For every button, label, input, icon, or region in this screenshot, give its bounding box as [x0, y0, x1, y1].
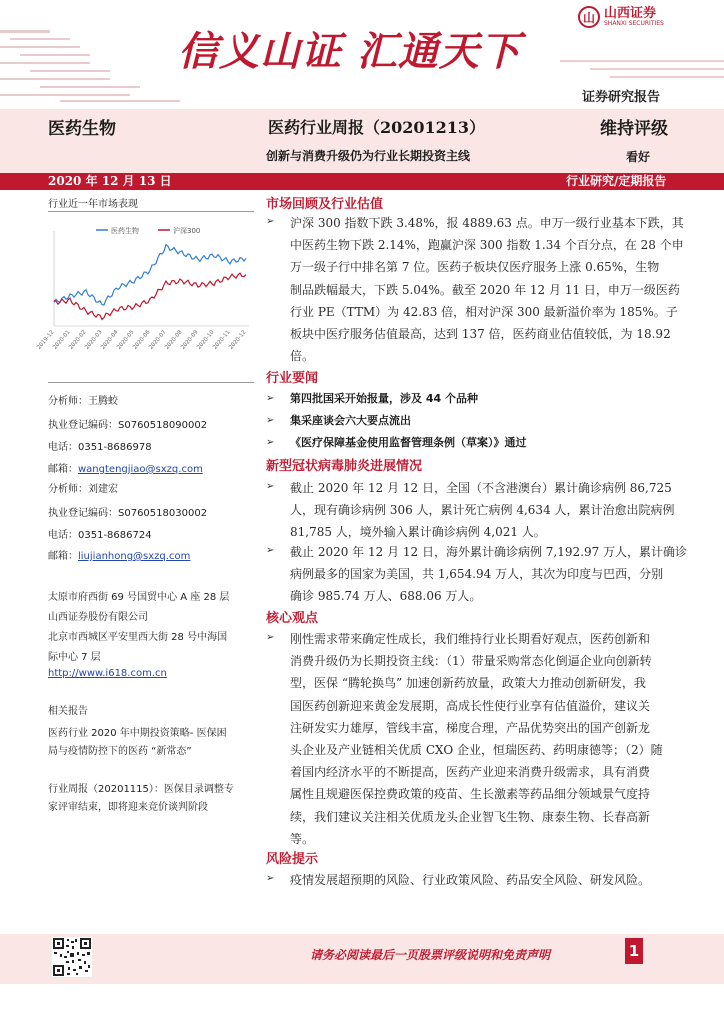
- logo-text: 山西证券: [604, 6, 657, 21]
- analyst-1-email-link[interactable]: wangtengjiao@sxzq.com: [78, 464, 203, 475]
- page-number: 1: [625, 938, 643, 964]
- related-report-2-cont[interactable]: 家评审结束，即将迎来竞价谈判阶段: [48, 802, 208, 813]
- market-review-paragraph: [290, 212, 688, 367]
- x-tick-label: 2020-02: [68, 329, 88, 351]
- news-item: 《医疗保障基金使用监督管理条例（草案）》通过: [290, 436, 527, 449]
- text-line: 行业 PE（TTM）为 42.83 倍，相对沪深 300 最新溢价率为 185%。子: [290, 304, 678, 319]
- bullet-arrow-icon: ➢: [266, 216, 275, 227]
- rating-label: 维持评级: [600, 119, 668, 139]
- analyst-2-phone: 电话：0351-8686724: [48, 530, 152, 541]
- report-subtitle: 创新与消费升级仍为行业长期投资主线: [266, 149, 471, 163]
- logo-english: SHANXI SECURITIES: [604, 20, 664, 27]
- text-line: 国医药创新迎来黄金发展期，高成长性使行业享有估值溢价，建议关: [290, 698, 651, 713]
- text-line: 注研发实力雄厚，管线丰富，梯度合理，产品优势突出的国产创新龙: [290, 720, 651, 735]
- website-row: [48, 668, 167, 679]
- x-tick-label: 2020-05: [116, 329, 136, 351]
- address-line: 北京市西城区平安里西大街 28 号中海国: [48, 632, 228, 643]
- text-line: 截止 2020 年 12 月 12 日，全国（不含港澳台）累计确诊病例 86,725: [290, 481, 672, 495]
- address-line: 山西证券股份有限公司: [48, 612, 148, 623]
- bullet-arrow-icon: ➢: [266, 545, 275, 556]
- text-line: 等。: [290, 831, 315, 846]
- x-tick-label: 2020-04: [100, 329, 120, 351]
- text-line: 消费升级仍为长期投资主线：（1）带量采购常态化倒逼企业向创新转: [290, 654, 652, 669]
- bullet-arrow-icon: ➢: [266, 437, 275, 448]
- x-tick-label: 2020-08: [164, 329, 184, 351]
- chart-legend: [96, 226, 200, 235]
- risk-paragraph: 疫情发展超预期的风险、行业政策风险、药品安全风险、研发风险。: [290, 873, 651, 887]
- x-tick-label: 2020-11: [212, 329, 232, 351]
- qr-code-icon: [52, 937, 92, 977]
- text-line: 头企业及产业链相关优质 CXO 企业，恒瑞医药、药明康德等；（2）随: [290, 743, 663, 758]
- analyst-1-name: 分析师：王腾蛟: [48, 396, 118, 407]
- related-report-2[interactable]: 行业周报（20201115）：医保目录调整专: [48, 784, 234, 795]
- slogan: 信义山证 汇通天下: [178, 28, 521, 75]
- text-line: 型，医保 “腾轮换鸟” 加速创新药放量，政策大力推动创新研发，我: [290, 676, 646, 691]
- text-line: 病例最多的国家为美国，共 1,654.94 万人，其次为印度与巴西，分别: [290, 567, 664, 582]
- performance-title: 行业近一年市场表现: [48, 199, 138, 210]
- x-tick-label: 2020-03: [84, 329, 104, 351]
- text-line: 截止 2020 年 12 月 12 日，海外累计确诊病例 7,192.97 万人，累计确诊: [290, 545, 688, 559]
- text-line: 续，我们建议关注相关优质龙头企业智飞生物、康泰生物、长春高新: [290, 809, 651, 824]
- logo-icon: 山: [578, 6, 600, 28]
- text-line: 确诊 985.74 万人、688.06 万人。: [290, 589, 482, 604]
- company-logo: [578, 6, 664, 28]
- text-line: 万一级子行中排名第 7 位。医药子板块仅医疗服务上涨 0.65%，生物: [290, 260, 660, 275]
- section-heading-risk: 风险提示: [266, 852, 319, 867]
- report-date: 2020 年 12 月 13 日: [48, 174, 172, 188]
- covid-domestic-paragraph: [290, 477, 688, 544]
- analyst-2-email-link[interactable]: liujianhong@sxzq.com: [78, 551, 191, 562]
- analyst-2-cert: 执业登记编码：S0760518030002: [48, 508, 208, 519]
- analyst-1-phone: 电话：0351-8686978: [48, 442, 152, 453]
- address-line: 太原市府西街 69 号国贸中心 A 座 28 层: [48, 592, 230, 603]
- bullet-arrow-icon: ➢: [266, 632, 275, 643]
- text-line: 刚性需求带来确定性成长，我们维持行业长期看好观点，医药创新和: [290, 632, 651, 646]
- core-view-paragraph: [290, 628, 688, 850]
- email-label: 邮箱：: [48, 464, 78, 475]
- address-line: 际中心 7 层: [48, 652, 101, 663]
- bullet-arrow-icon: ➢: [266, 393, 275, 404]
- x-tick-label: 2020-07: [148, 329, 168, 351]
- section-heading-core: 核心观点: [266, 611, 319, 626]
- legend-label: 沪深300: [173, 227, 201, 235]
- text-line: 制品跌幅最大，下跌 5.04%。截至 2020 年 12 月 11 日，申万一级医药: [290, 282, 680, 297]
- x-tick-label: 2020-12: [228, 329, 248, 351]
- chart-series: [54, 245, 246, 320]
- report-type: 证券研究报告: [582, 90, 661, 105]
- text-line: 沪深 300 指数下跌 3.48%，报 4889.63 点。申万一级行业基本下跌，其: [290, 216, 684, 230]
- section-heading-covid: 新型冠状病毒肺炎进展情况: [266, 459, 423, 474]
- email-label: 邮箱：: [48, 551, 78, 562]
- x-tick-label: 2020-01: [52, 329, 72, 351]
- section-heading-news: 行业要闻: [266, 371, 319, 386]
- bullet-arrow-icon: ➢: [266, 415, 275, 426]
- disclaimer-text: 请务必阅读最后一页股票评级说明和免责声明: [310, 948, 551, 962]
- series-line-sector: [54, 245, 246, 305]
- related-title: 相关报告: [48, 706, 88, 717]
- divider: [48, 211, 254, 212]
- news-item: 第四批国采开始报量，涉及 44 个品种: [290, 392, 478, 405]
- text-line: 倍。: [290, 349, 315, 364]
- text-line: 属性且规避医保控费政策的疫苗、生长激素等药品细分领域景气度持: [290, 787, 651, 802]
- report-title: 医药行业周报（20201213）: [268, 118, 486, 137]
- related-report-1[interactable]: 医药行业 2020 年中期投资策略- 医保困: [48, 728, 227, 739]
- analyst-2-email-row: [48, 547, 190, 562]
- analyst-1-cert: 执业登记编码：S0760518090002: [48, 420, 208, 431]
- analyst-2-name: 分析师：刘建宏: [48, 484, 118, 495]
- x-tick-label: 2020-10: [196, 329, 216, 351]
- covid-overseas-paragraph: [290, 541, 688, 608]
- text-line: 人，现有确诊病例 306 人，累计死亡病例 4,634 人，累计治愈出院病例: [290, 503, 675, 518]
- text-line: 板块中医疗服务估值最高，达到 137 倍，医药商业估值较低，为 18.92: [290, 327, 671, 342]
- text-line: 中医药生物下跌 2.14%，跑赢沪深 300 指数 1.34 个百分点，在 28 个申: [290, 238, 684, 253]
- sector-name: 医药生物: [48, 119, 116, 139]
- legend-label: 医药生物: [111, 227, 139, 235]
- website-link[interactable]: http://www.i618.com.cn: [48, 668, 167, 679]
- bullet-arrow-icon: ➢: [266, 873, 275, 884]
- text-line: 着国内经济水平的不断提高，医药产业迎来消费升级需求，具有消费: [290, 765, 651, 780]
- related-report-1-cont[interactable]: 局与疫情防控下的医药 “新常态”: [48, 746, 192, 757]
- section-heading-market: 市场回顾及行业估值: [266, 197, 384, 212]
- x-tick-labels: [36, 329, 247, 351]
- text-line: 81,785 人，境外输入累计确诊病例 4,021 人。: [290, 525, 546, 540]
- series-line-index: [54, 273, 246, 319]
- x-tick-label: 2020-06: [132, 329, 152, 351]
- x-tick-label: 2019-12: [36, 329, 56, 351]
- analyst-1-email-row: [48, 460, 203, 475]
- bullet-arrow-icon: ➢: [266, 481, 275, 492]
- divider: [48, 382, 254, 383]
- news-item: 集采座谈会六大要点流出: [290, 414, 411, 427]
- rating-value: 看好: [626, 150, 651, 164]
- performance-chart: [34, 216, 260, 376]
- report-category: 行业研究/定期报告: [566, 174, 667, 188]
- x-tick-label: 2020-09: [180, 329, 200, 351]
